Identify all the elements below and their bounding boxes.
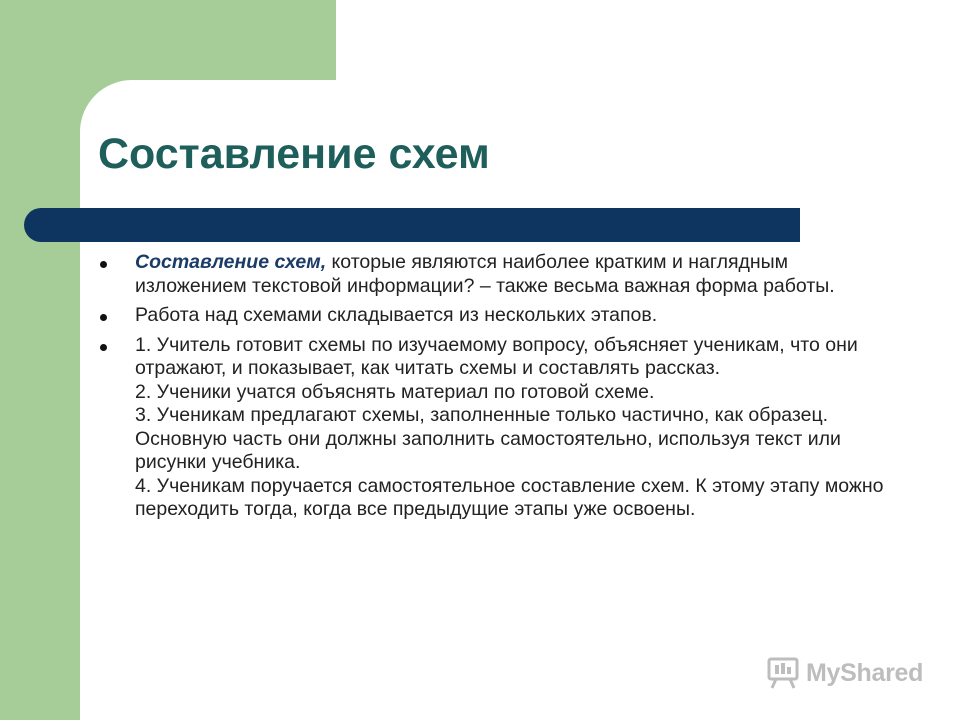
bullet-lead: Составление схем, xyxy=(135,251,327,273)
watermark-text: MyShared xyxy=(806,658,924,687)
step-2: 2. Ученики учатся объяснять материал по готовой схеме. xyxy=(135,380,655,403)
bullet-body: Работа над схемами складывается из нескольких этапов. xyxy=(135,304,658,326)
step-4: 4. Ученикам поручается самостоятельное составление схем. К этому этапу можно переходить тогда, когда все предыдущие этапы уже освоены. xyxy=(135,474,884,520)
steps-text xyxy=(135,334,898,522)
step-3: 3. Ученикам предлагают схемы, заполненные только частично, как образец. Основную часть они должны заполнить самостоятельно, используя текст или рисунки учебника. xyxy=(135,404,841,473)
bullet-item xyxy=(98,304,898,328)
bullet-item xyxy=(98,251,898,298)
step-1: 1. Учитель готовит схемы по изучаемому вопросу, объясняет ученикам, что они отражают, и показывает, как читать схемы и составлять рассказ. xyxy=(135,333,858,379)
bullet-dot xyxy=(100,261,107,268)
slide-title: Составление схем xyxy=(98,130,490,178)
bullet-dot xyxy=(100,344,107,351)
bullet-list xyxy=(98,251,898,528)
bullet-dot xyxy=(100,314,107,321)
bullet-body: которые являются наиболее кратким и наглядным изложением текстовой информации? – также весьма важная форма работы. xyxy=(135,251,835,297)
myshared-watermark xyxy=(766,656,923,690)
bullet-text xyxy=(135,251,898,298)
title-underline-bar xyxy=(24,208,800,242)
bullet-item-steps xyxy=(98,334,898,522)
bullet-text xyxy=(135,304,898,328)
presentation-board-icon xyxy=(766,656,800,690)
